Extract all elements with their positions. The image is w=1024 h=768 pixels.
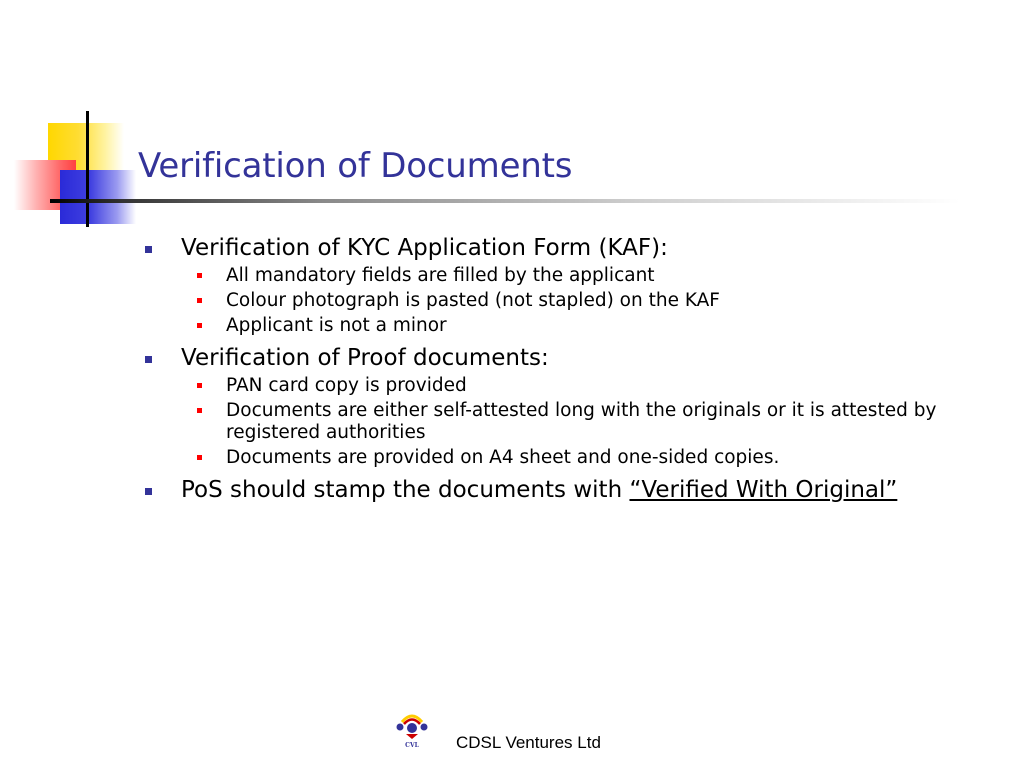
slide-title: Verification of Documents — [138, 146, 573, 186]
title-underline — [50, 199, 960, 203]
bullet-text: Verification of Proof documents: — [181, 345, 549, 371]
cvl-logo-icon — [392, 708, 432, 750]
sub-list-kyc — [143, 265, 1003, 337]
level2-bullet-icon — [197, 455, 202, 460]
logo-lettering: CVL — [405, 742, 419, 749]
sub-bullet — [143, 447, 1003, 469]
stamp-phrase: “Verified With Original” — [629, 477, 898, 503]
decor-vertical-line — [86, 111, 89, 227]
slide-content — [143, 233, 1003, 507]
bullet-text: Verification of KYC Application Form (KAF): — [181, 235, 668, 261]
sub-bullet — [143, 315, 1003, 337]
level2-bullet-icon — [197, 273, 202, 278]
sub-bullet-text: Applicant is not a minor — [226, 315, 447, 336]
level2-bullet-icon — [197, 383, 202, 388]
level1-bullet-icon — [145, 246, 152, 253]
sub-list-proof — [143, 375, 1003, 469]
level2-bullet-icon — [197, 298, 202, 303]
level2-bullet-icon — [197, 323, 202, 328]
sub-bullet — [143, 290, 1003, 312]
sub-bullet — [143, 400, 1003, 444]
footer-company-name: CDSL Ventures Ltd — [456, 733, 601, 752]
sub-bullet — [143, 265, 1003, 287]
bullet-text: PoS should stamp the documents with — [181, 477, 630, 503]
decor-blue-square — [60, 170, 136, 224]
level1-bullet-icon — [145, 488, 152, 495]
sub-bullet-text: All mandatory fields are filled by the applicant — [226, 265, 655, 286]
sub-bullet-text: Documents are either self-attested long with the originals or it is attested by registered authorities — [226, 400, 937, 443]
sub-bullet — [143, 375, 1003, 397]
level1-bullet-icon — [145, 356, 152, 363]
level2-bullet-icon — [197, 408, 202, 413]
cvl-logo — [392, 708, 432, 750]
bullet-kyc-verification — [143, 233, 1003, 263]
bullet-pos-stamp — [143, 475, 1003, 505]
bullet-proof-documents — [143, 343, 1003, 373]
sub-bullet-text: Documents are provided on A4 sheet and one-sided copies. — [226, 447, 780, 468]
sub-bullet-text: PAN card copy is provided — [226, 375, 467, 396]
sub-bullet-text: Colour photograph is pasted (not stapled) on the KAF — [226, 290, 720, 311]
